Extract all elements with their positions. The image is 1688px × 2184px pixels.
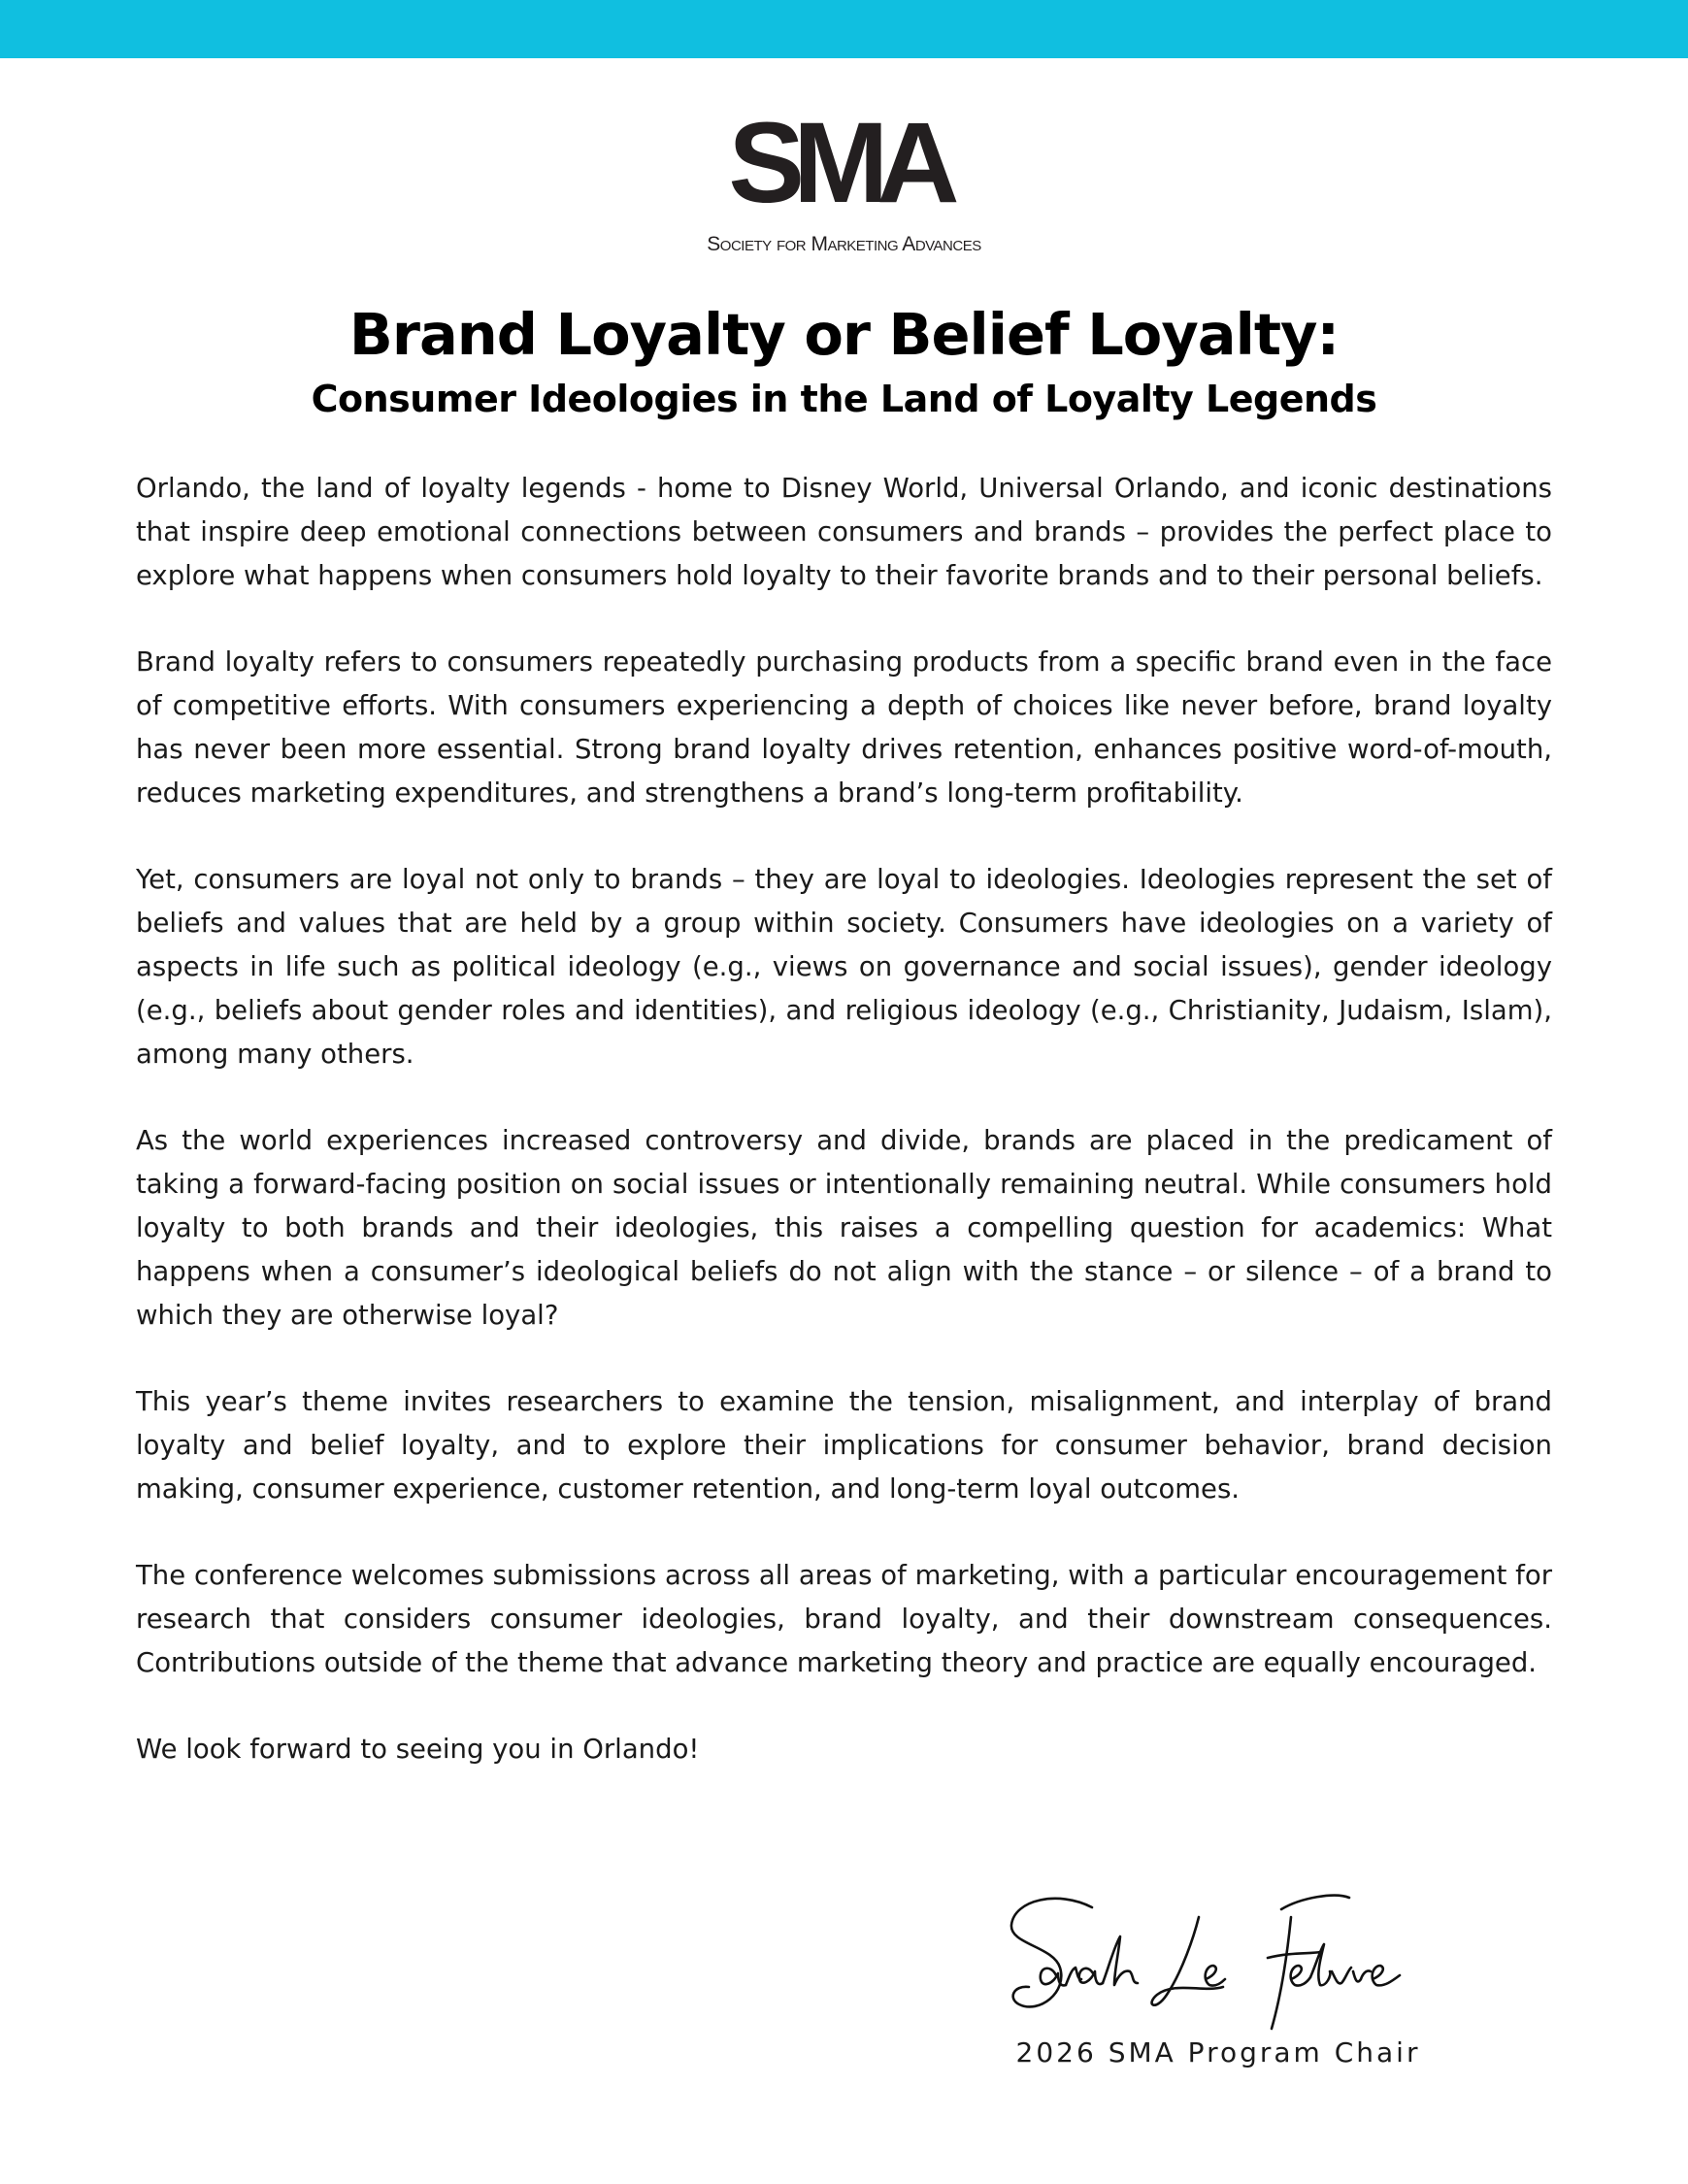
paragraph-intro: Orlando, the land of loyalty legends - home to Disney World, Universal Orlando, and iconic destinations that inspire deep emotional connections between consumers and brands – provides the perfect place to explore what happens when consumers hold loyalty to their favorite brands and to their personal beliefs. [136, 473, 1552, 591]
header-accent-bar [0, 0, 1688, 58]
paragraph-theme: This year’s theme invites researchers to examine the tension, misalignment, and interplay of brand loyalty and belief loyalty, and to explore their implications for consumer behavior, brand decision making, consumer experience, customer retention, and long-term loyal outcomes. [136, 1386, 1552, 1505]
page-subtitle: Consumer Ideologies in the Land of Loyalty Legends [311, 378, 1377, 420]
title-block [0, 296, 1688, 424]
logo-subtitle: Society for Marketing Advances [707, 233, 981, 255]
letter-body [136, 467, 1552, 1814]
paragraph-brand-loyalty: Brand loyalty refers to consumers repeatedly purchasing products from a specific brand even in the face of competitive efforts. With consumers experiencing a depth of choices like never before, brand loyalty has never been more essential. Strong brand loyalty drives retention, enhances positive word-of-mouth, reduces marketing expenditures, and strengthens a brand’s long-term profitability. [136, 646, 1552, 809]
paragraph-controversy: As the world experiences increased controversy and divide, brands are placed in the predicament of taking a forward-facing position on social issues or intentionally remaining neutral. While consumers hold loyalty to both brands and their ideologies, this raises a compelling question for academics: What happens when a consumer’s ideological beliefs do not align with the stance – or silence – of a brand to which they are otherwise loyal? [136, 1125, 1552, 1331]
page-title: Brand Loyalty or Belief Loyalty: [348, 301, 1340, 368]
paragraph-submissions: The conference welcomes submissions across all areas of marketing, with a particular encouragement for research that considers consumer ideologies, brand loyalty, and their downstream consequences. Contributions outside of the theme that advance marketing theory and practice are equally encouraged. [136, 1560, 1552, 1678]
sma-logo [0, 99, 1688, 256]
signatory-role: 2026 SMA Program Chair [1015, 2036, 1421, 2068]
handwritten-signature [1000, 1878, 1437, 2038]
logo-mark: SMA [728, 99, 948, 227]
paragraph-ideologies: Yet, consumers are loyal not only to brands – they are loyal to ideologies. Ideologies represent the set of beliefs and values that are held by a group within society. Consumers have ideologies on a variety of aspects in life such as political ideology (e.g., views on governance and social issues), gender ideology (e.g., beliefs about gender roles and identities), and religious ideology (e.g., Christianity, Judaism, Islam), among many others. [136, 864, 1552, 1070]
paragraph-closing: We look forward to seeing you in Orlando! [136, 1734, 700, 1765]
